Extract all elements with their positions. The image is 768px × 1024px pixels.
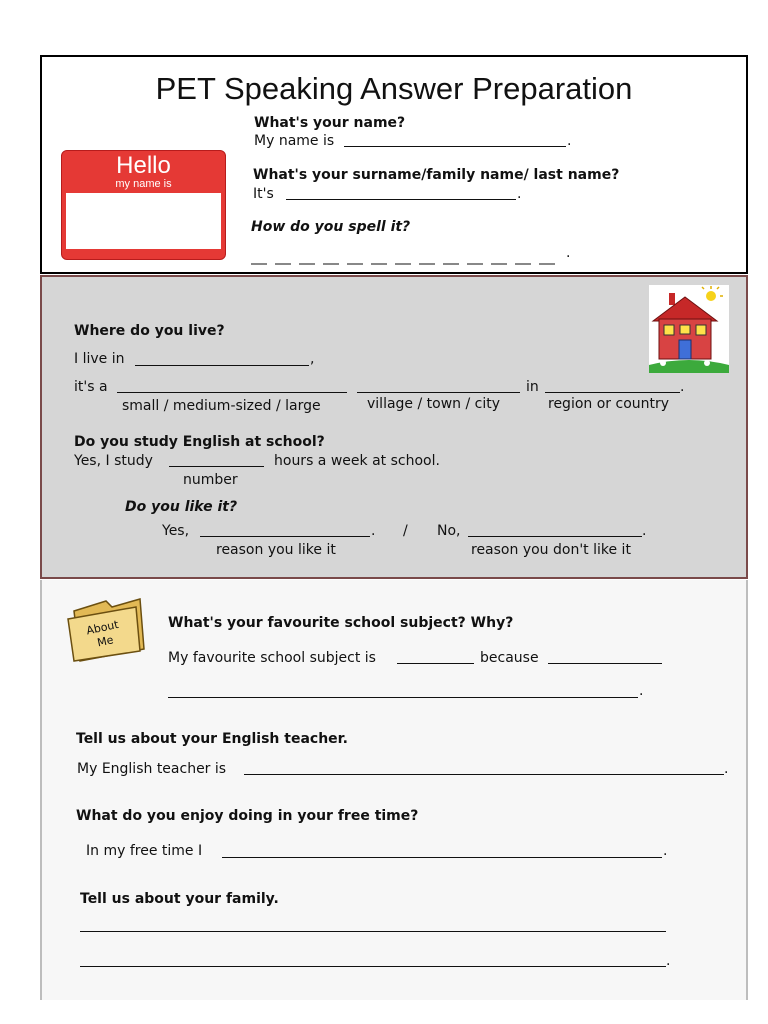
period: . bbox=[663, 843, 668, 859]
comma: , bbox=[310, 351, 315, 367]
answer-study-suffix: hours a week at school. bbox=[274, 453, 440, 469]
house-icon bbox=[649, 285, 729, 373]
answer-teacher-prefix: My English teacher is bbox=[77, 761, 227, 777]
study-hours-line[interactable] bbox=[169, 466, 264, 467]
period: . bbox=[666, 953, 671, 969]
answer-surname-prefix: It's bbox=[253, 186, 274, 202]
slash-text: / bbox=[403, 523, 408, 539]
caption-no-reason: reason you don't like it bbox=[471, 542, 631, 558]
subject-answer-line[interactable] bbox=[397, 663, 474, 664]
free-time-answer-line[interactable] bbox=[222, 857, 662, 858]
in-text: in bbox=[526, 379, 539, 395]
because-text: because bbox=[480, 650, 539, 666]
answer-study-prefix: Yes, I study bbox=[74, 453, 153, 469]
folder-icon bbox=[66, 597, 146, 663]
yes-reason-line[interactable] bbox=[200, 536, 370, 537]
question-surname: What's your surname/family name/ last name? bbox=[253, 167, 620, 183]
period: . bbox=[680, 379, 685, 395]
question-spell: How do you spell it? bbox=[251, 219, 411, 235]
question-teacher: Tell us about your English teacher. bbox=[76, 731, 348, 747]
place-answer-line[interactable] bbox=[357, 392, 520, 393]
period: . bbox=[371, 523, 376, 539]
folder-label: About Me bbox=[85, 617, 120, 650]
size-answer-line[interactable] bbox=[117, 392, 347, 393]
question-live: Where do you live? bbox=[74, 323, 225, 339]
caption-number: number bbox=[183, 472, 238, 488]
caption-place: village / town / city bbox=[367, 396, 501, 412]
answer-subject-prefix: My favourite school subject is bbox=[168, 650, 376, 666]
surname-answer-line[interactable] bbox=[286, 199, 516, 200]
question-free-time: What do you enjoy doing in your free time? bbox=[76, 808, 419, 824]
about-me-section bbox=[40, 580, 748, 1000]
question-study: Do you study English at school? bbox=[74, 434, 325, 450]
its-a-text: it's a bbox=[74, 379, 108, 395]
subject-reason-line[interactable] bbox=[168, 697, 638, 698]
house-drawing bbox=[649, 285, 729, 373]
because-answer-line[interactable] bbox=[548, 663, 662, 664]
no-text: No, bbox=[437, 523, 461, 539]
my-name-is-text: my name is bbox=[115, 178, 172, 190]
answer-name-prefix: My name is bbox=[254, 133, 335, 149]
answer-free-prefix: In my free time I bbox=[86, 843, 203, 859]
question-like: Do you like it? bbox=[125, 499, 238, 515]
yes-text: Yes, bbox=[162, 523, 190, 539]
period: . bbox=[567, 133, 572, 149]
question-subject: What's your favourite school subject? Why? bbox=[168, 615, 514, 631]
period: . bbox=[642, 523, 647, 539]
spelling-blanks-lines bbox=[251, 254, 571, 266]
period: . bbox=[639, 683, 644, 699]
caption-size: small / medium-sized / large bbox=[122, 398, 321, 414]
hello-name-tag bbox=[61, 150, 226, 260]
caption-region: region or country bbox=[548, 396, 670, 412]
family-answer-line-1[interactable] bbox=[80, 931, 666, 932]
caption-yes-reason: reason you like it bbox=[216, 542, 336, 558]
question-name: What's your name? bbox=[254, 115, 406, 131]
period: . bbox=[517, 186, 522, 202]
answer-live-prefix: I live in bbox=[74, 351, 125, 367]
spelling-blanks[interactable] bbox=[251, 251, 571, 263]
no-reason-line[interactable] bbox=[468, 536, 642, 537]
live-answer-line[interactable] bbox=[135, 365, 309, 366]
family-answer-line-2[interactable] bbox=[80, 966, 666, 967]
name-tag-blank bbox=[66, 193, 221, 249]
name-answer-line[interactable] bbox=[344, 146, 566, 147]
hello-text: Hello bbox=[116, 152, 171, 179]
teacher-answer-line[interactable] bbox=[244, 774, 724, 775]
period: . bbox=[566, 245, 571, 261]
question-family: Tell us about your family. bbox=[80, 891, 279, 907]
period: . bbox=[724, 761, 729, 777]
page-title: PET Speaking Answer Preparation bbox=[155, 71, 633, 106]
region-answer-line[interactable] bbox=[545, 392, 680, 393]
